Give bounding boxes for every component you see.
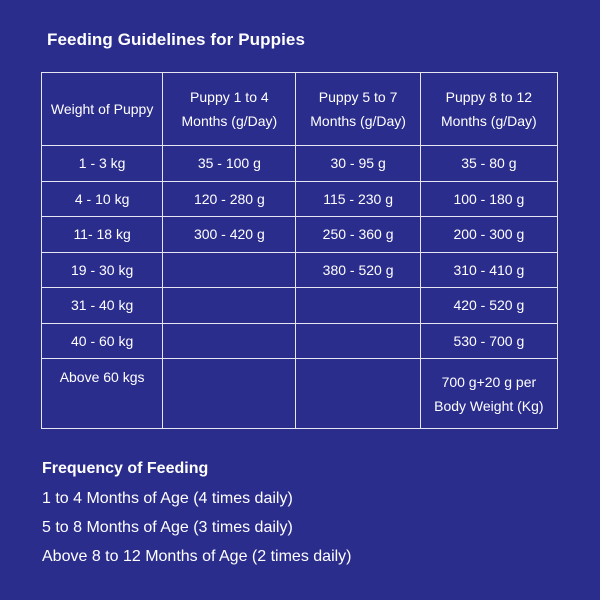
amount-cell: 530 - 700 g	[420, 323, 557, 359]
frequency-line: Above 8 to 12 Months of Age (2 times daily)	[42, 548, 352, 565]
amount-cell: 100 - 180 g	[420, 181, 557, 217]
weight-cell: 40 - 60 kg	[42, 323, 163, 359]
table-header-row	[42, 73, 558, 146]
amount-cell: 200 - 300 g	[420, 217, 557, 253]
amount-cell: 35 - 80 g	[420, 146, 557, 182]
amount-cell	[163, 359, 296, 429]
weight-cell: Above 60 kgs	[42, 359, 163, 429]
table-row	[42, 217, 558, 253]
frequency-section	[42, 460, 352, 571]
weight-cell: 31 - 40 kg	[42, 288, 163, 324]
amount-cell	[296, 288, 420, 324]
amount-cell	[296, 323, 420, 359]
table-row	[42, 146, 558, 182]
frequency-line: 5 to 8 Months of Age (3 times daily)	[42, 519, 293, 536]
amount-cell: 115 - 230 g	[296, 181, 420, 217]
weight-cell: 19 - 30 kg	[42, 252, 163, 288]
amount-cell	[163, 288, 296, 324]
amount-cell	[163, 323, 296, 359]
amount-cell: 30 - 95 g	[296, 146, 420, 182]
header-1-to-4-months: Puppy 1 to 4 Months (g/Day)	[163, 73, 296, 146]
amount-cell: 380 - 520 g	[296, 252, 420, 288]
table-row	[42, 359, 558, 429]
amount-cell: 310 - 410 g	[420, 252, 557, 288]
page-title: Feeding Guidelines for Puppies	[47, 30, 306, 49]
table-row	[42, 181, 558, 217]
amount-cell: 120 - 280 g	[163, 181, 296, 217]
amount-cell: 35 - 100 g	[163, 146, 296, 182]
weight-cell: 11- 18 kg	[42, 217, 163, 253]
table-row	[42, 252, 558, 288]
amount-cell	[163, 252, 296, 288]
amount-cell	[296, 359, 420, 429]
amount-cell: 420 - 520 g	[420, 288, 557, 324]
frequency-heading: Frequency of Feeding	[42, 460, 209, 477]
table-row	[42, 323, 558, 359]
feeding-table	[41, 72, 558, 429]
amount-cell: 700 g+20 g per Body Weight (Kg)	[420, 359, 557, 429]
amount-cell: 250 - 360 g	[296, 217, 420, 253]
weight-cell: 4 - 10 kg	[42, 181, 163, 217]
amount-cell: 300 - 420 g	[163, 217, 296, 253]
header-weight: Weight of Puppy	[42, 73, 163, 146]
header-5-to-7-months: Puppy 5 to 7 Months (g/Day)	[296, 73, 420, 146]
table-row	[42, 288, 558, 324]
weight-cell: 1 - 3 kg	[42, 146, 163, 182]
header-8-to-12-months: Puppy 8 to 12 Months (g/Day)	[420, 73, 557, 146]
frequency-line: 1 to 4 Months of Age (4 times daily)	[42, 490, 293, 507]
